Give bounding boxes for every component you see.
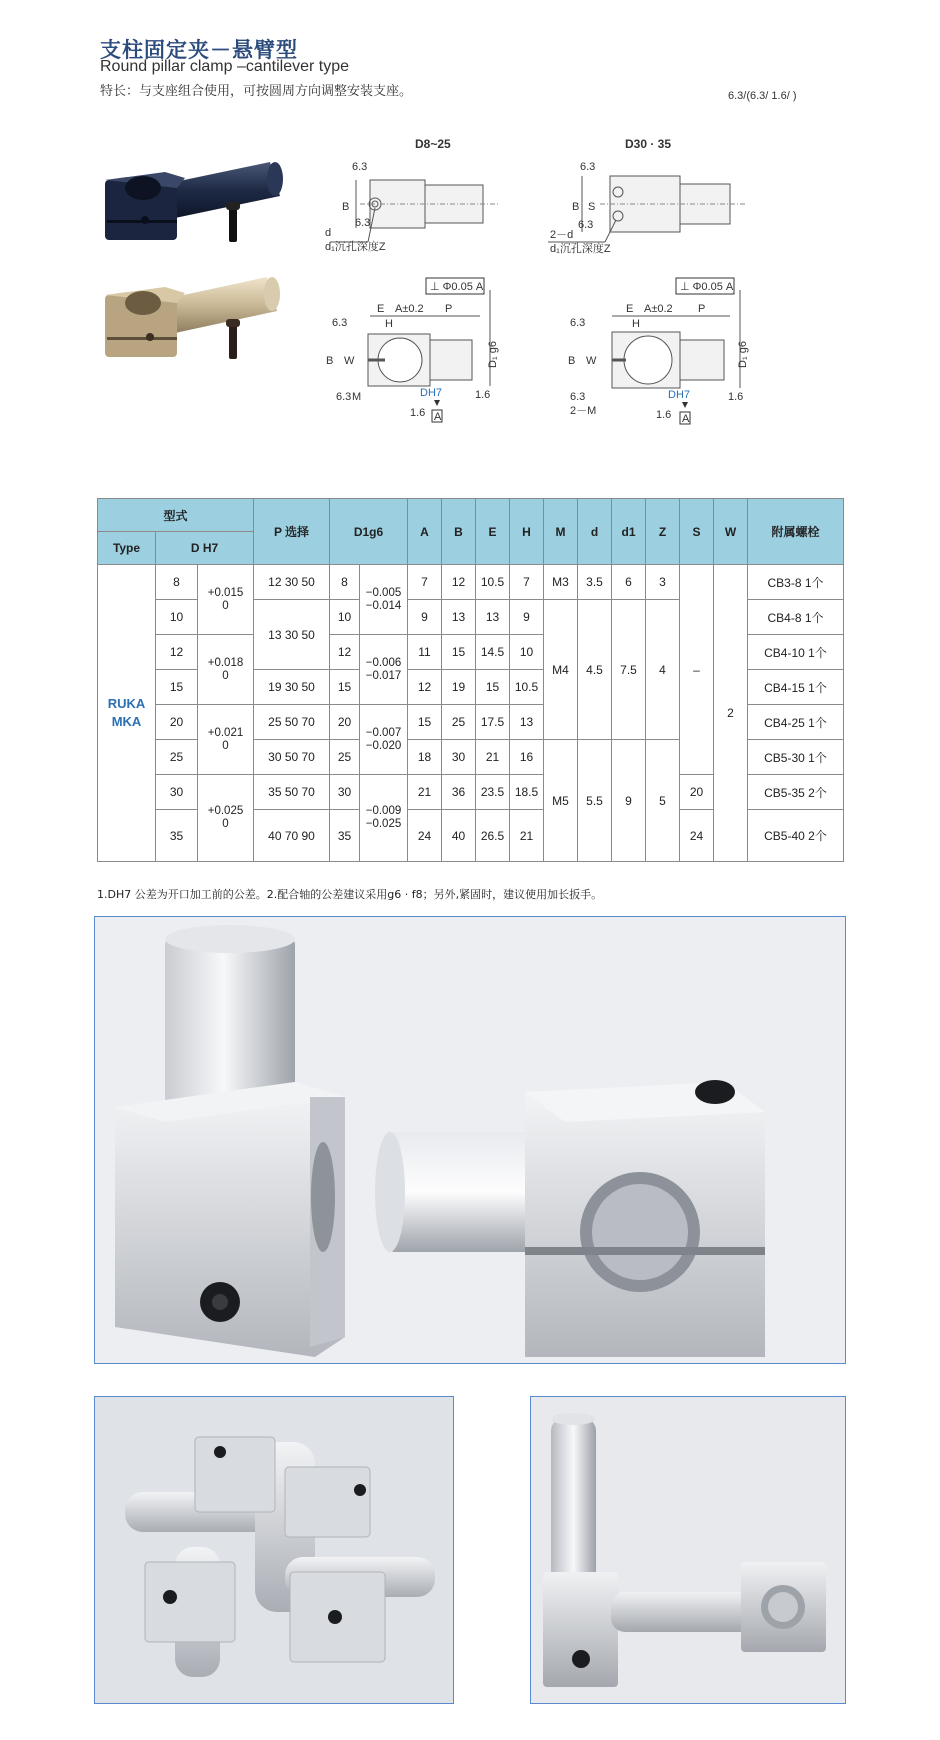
cell-h: 10: [510, 635, 544, 670]
tolerance-box: ⊥ Φ0.05 A: [680, 281, 734, 293]
dh7-tol: +0.018 0: [198, 635, 254, 705]
dh7-tol: +0.021 0: [198, 705, 254, 775]
cell-d1: 20: [330, 705, 360, 740]
col-b: B: [442, 499, 476, 565]
page-title: 支柱固定夹－悬臂型: [100, 38, 298, 62]
dim-w-label: W: [586, 355, 597, 367]
cell-d1-small: 6: [612, 565, 646, 600]
cell-b: 15: [442, 635, 476, 670]
product-renders: [105, 148, 305, 408]
cell-h: 10.5: [510, 670, 544, 705]
dim-dh7-label: DH7: [668, 389, 691, 401]
roughness-label: 6.3: [355, 217, 371, 229]
cell-a: 15: [408, 705, 442, 740]
cell-d1: 25: [330, 740, 360, 775]
feature-text: 特长：与支座组合使用，可按圆周方向调整安装支座。: [100, 84, 413, 99]
cell-d1: 15: [330, 670, 360, 705]
roughness-label: 6.3: [578, 219, 594, 231]
drawing-top-right: [548, 137, 745, 255]
drawing-title-d8-25: D8~25: [415, 137, 451, 151]
dim-b-label: B: [326, 355, 334, 367]
dim-m-label: M: [352, 391, 362, 403]
cell-d1-small: 7.5: [612, 600, 646, 740]
cell-p: 19 30 50: [254, 670, 330, 705]
dim-h-label: H: [632, 318, 640, 330]
bronze-clamp-image: [105, 277, 280, 359]
col-s: S: [680, 499, 714, 565]
roughness-label: 1.6: [475, 389, 491, 401]
spec-table: [97, 498, 844, 862]
cell-b: 12: [442, 565, 476, 600]
col-type: Type: [98, 532, 156, 565]
dim-a-label: A±0.2: [644, 303, 673, 315]
cell-d1-small: 9: [612, 740, 646, 862]
dim-d1-label: D₁ g6: [487, 341, 499, 368]
cell-h: 16: [510, 740, 544, 775]
col-d1-small: d1: [612, 499, 646, 565]
roughness-label: 1.6: [410, 407, 426, 419]
col-e: E: [476, 499, 510, 565]
dh7-tol: +0.015 0: [198, 565, 254, 635]
dim-d1-label: D₁ g6: [737, 341, 749, 368]
cell-screw: CB4-25 1个: [748, 705, 844, 740]
type-value: MKA: [111, 714, 142, 729]
cell-d-small: 3.5: [578, 565, 612, 600]
cell-a: 9: [408, 600, 442, 635]
cell-screw: CB5-35 2个: [748, 775, 844, 810]
col-d1: D1g6: [330, 499, 408, 565]
type-value: RUKA: [107, 696, 146, 711]
d1-tol: −0.009 −0.025: [360, 775, 408, 862]
drawing-title-d30-35: D30 · 35: [625, 137, 672, 151]
cell-p: 35 50 70: [254, 775, 330, 810]
dim-e-label: E: [377, 303, 385, 315]
col-dh7: D H7: [156, 532, 254, 565]
cell-d-small: 4.5: [578, 600, 612, 740]
col-p: P 选择: [254, 499, 330, 565]
cell-s: –: [680, 565, 714, 775]
d1-tol: −0.007 −0.020: [360, 705, 408, 775]
cell-d: 25: [156, 740, 198, 775]
label-2d: 2－d: [550, 229, 574, 241]
cell-d: 10: [156, 600, 198, 635]
dim-p-label: P: [445, 303, 453, 315]
cell-p: 12 30 50: [254, 565, 330, 600]
d1-tol: −0.006 −0.017: [360, 635, 408, 705]
cell-d1: 12: [330, 635, 360, 670]
col-z: Z: [646, 499, 680, 565]
cell-screw: CB5-30 1个: [748, 740, 844, 775]
cell-d-small: 5.5: [578, 740, 612, 862]
col-w: W: [714, 499, 748, 565]
cell-screw: CB4-10 1个: [748, 635, 844, 670]
cell-a: 7: [408, 565, 442, 600]
cell-screw: CB5-40 2个: [748, 810, 844, 862]
cell-m: M4: [544, 600, 578, 740]
col-screw: 附属螺栓: [748, 499, 844, 565]
cell-e: 15: [476, 670, 510, 705]
cell-b: 13: [442, 600, 476, 635]
cell-e: 10.5: [476, 565, 510, 600]
cell-e: 17.5: [476, 705, 510, 740]
cell-screw: CB3-8 1个: [748, 565, 844, 600]
cell-d1: 8: [330, 565, 360, 600]
roughness-label: 6.3: [570, 317, 586, 329]
cell-d: 35: [156, 810, 198, 862]
cell-w: 2: [714, 565, 748, 862]
dim-e-label: E: [626, 303, 634, 315]
cell-h: 21: [510, 810, 544, 862]
col-h: H: [510, 499, 544, 565]
label-counterbore: d₁沉孔深度Z: [325, 241, 386, 253]
drawing-bottom-right: [568, 278, 749, 425]
roughness-label: 6.3: [336, 391, 352, 403]
cell-d1: 10: [330, 600, 360, 635]
dim-s-label: S: [588, 201, 596, 213]
cell-b: 30: [442, 740, 476, 775]
cell-d: 12: [156, 635, 198, 670]
photo-clamp-single: [530, 1396, 846, 1704]
cell-z: 3: [646, 565, 680, 600]
cell-a: 11: [408, 635, 442, 670]
cell-p: 40 70 90: [254, 810, 330, 862]
cell-h: 18.5: [510, 775, 544, 810]
cell-p: 30 50 70: [254, 740, 330, 775]
photo-clamps-assembly: [94, 1396, 454, 1704]
roughness-label: 6.3: [580, 161, 596, 173]
cell-e: 14.5: [476, 635, 510, 670]
page-subtitle: Round pillar clamp –cantilever type: [100, 58, 350, 75]
technical-drawings: [325, 130, 830, 480]
roughness-label: 6.3: [570, 391, 586, 403]
roughness-label: 6.3: [352, 161, 368, 173]
drawing-top-left: [325, 137, 498, 253]
cell-p: 25 50 70: [254, 705, 330, 740]
cell-d: 30: [156, 775, 198, 810]
cell-b: 36: [442, 775, 476, 810]
dim-a-label: A±0.2: [395, 303, 424, 315]
cell-b: 40: [442, 810, 476, 862]
cell-a: 12: [408, 670, 442, 705]
table-row: [98, 565, 844, 600]
cell-e: 13: [476, 600, 510, 635]
roughness-symbol: 6.3/(6.3/ 1.6/ ): [728, 90, 797, 102]
photo-clamps-pair: [94, 916, 846, 1364]
dim-p-label: P: [698, 303, 706, 315]
col-m: M: [544, 499, 578, 565]
tolerance-box: ⊥ Φ0.05 A: [430, 281, 484, 293]
cell-d: 8: [156, 565, 198, 600]
cell-d1: 35: [330, 810, 360, 862]
cell-screw: CB4-8 1个: [748, 600, 844, 635]
dim-w-label: W: [344, 355, 355, 367]
footnote: 1.DH7 公差为开口加工前的公差。2.配合轴的公差建议采用g6 · f8；另外,紧固时，建议使用加长扳手。: [97, 888, 603, 901]
datum-label: A: [434, 411, 442, 423]
label-counterbore: d₁沉孔深度Z: [550, 243, 611, 255]
dim-2m-label: 2－M: [570, 405, 597, 417]
dark-clamp-image: [105, 162, 283, 242]
cell-s: 20: [680, 775, 714, 810]
type-cell: [98, 565, 156, 862]
d1-tol: −0.005 −0.014: [360, 565, 408, 635]
datum-label: A: [682, 413, 690, 425]
col-model: 型式: [98, 499, 254, 532]
cell-d: 20: [156, 705, 198, 740]
cell-a: 21: [408, 775, 442, 810]
cell-h: 13: [510, 705, 544, 740]
cell-a: 24: [408, 810, 442, 862]
roughness-label: 1.6: [728, 391, 744, 403]
cell-h: 7: [510, 565, 544, 600]
drawing-bottom-left: [326, 278, 499, 423]
cell-screw: CB4-15 1个: [748, 670, 844, 705]
cell-d1: 30: [330, 775, 360, 810]
cell-d: 15: [156, 670, 198, 705]
cell-m: M5: [544, 740, 578, 862]
cell-a: 18: [408, 740, 442, 775]
cell-m: M3: [544, 565, 578, 600]
cell-p: 13 30 50: [254, 600, 330, 670]
col-a: A: [408, 499, 442, 565]
label-d: d: [325, 227, 332, 239]
cell-e: 21: [476, 740, 510, 775]
dim-b-label: B: [572, 201, 580, 213]
dim-h-label: H: [385, 318, 393, 330]
cell-z: 5: [646, 740, 680, 862]
roughness-label: 1.6: [656, 409, 672, 421]
cell-b: 19: [442, 670, 476, 705]
cell-b: 25: [442, 705, 476, 740]
cell-e: 23.5: [476, 775, 510, 810]
dim-b-label: B: [568, 355, 576, 367]
dh7-tol: +0.025 0: [198, 775, 254, 862]
cell-e: 26.5: [476, 810, 510, 862]
dim-dh7-label: DH7: [420, 387, 443, 399]
col-d: d: [578, 499, 612, 565]
header-row-1: [98, 499, 844, 532]
cell-s: 24: [680, 810, 714, 862]
cell-h: 9: [510, 600, 544, 635]
dim-b-label: B: [342, 201, 350, 213]
cell-z: 4: [646, 600, 680, 740]
roughness-label: 6.3: [332, 317, 348, 329]
